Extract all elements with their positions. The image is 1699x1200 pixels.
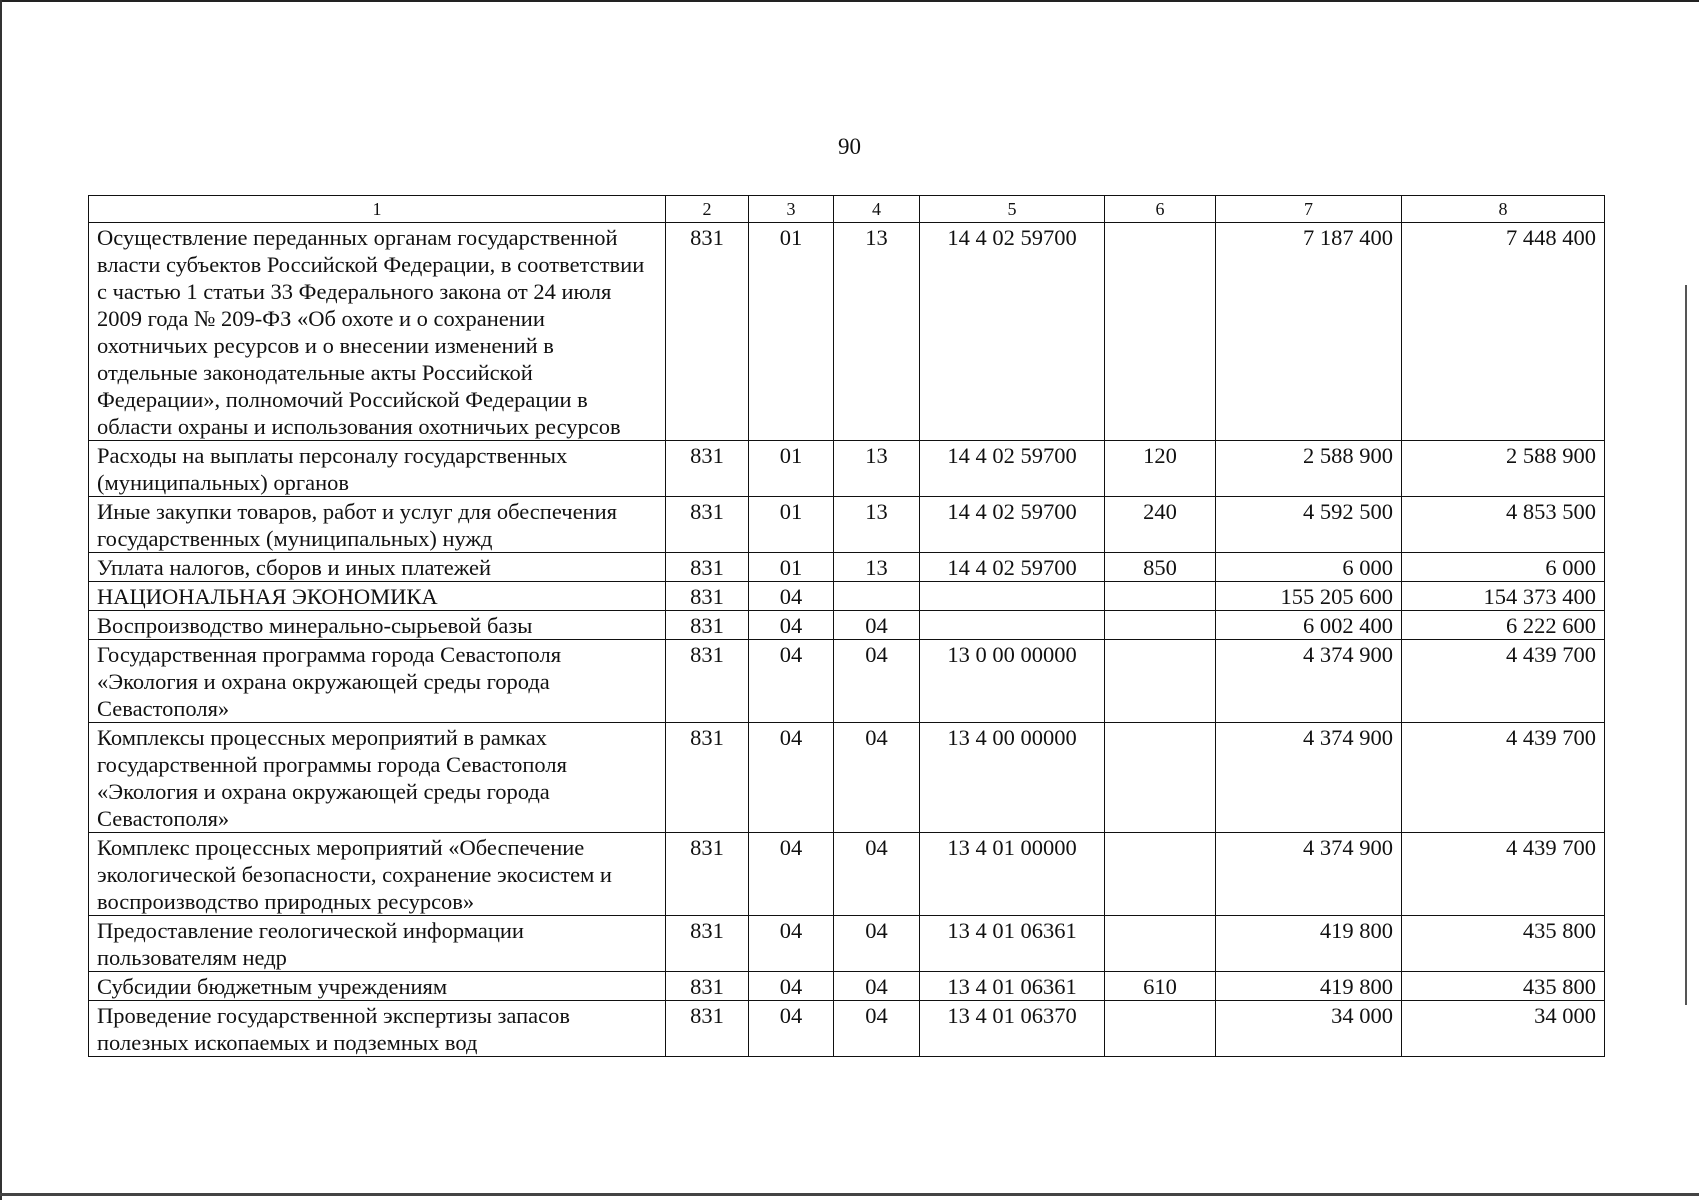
row-amount-year1-cell: 4 374 900 xyxy=(1216,723,1402,833)
table-row xyxy=(89,582,1605,611)
row-subsection-cell: 13 xyxy=(834,497,920,553)
row-admin-code-cell: 831 xyxy=(666,723,749,833)
row-name-cell: Расходы на выплаты персоналу государственных (муниципальных) органов xyxy=(89,441,666,497)
row-amount-year2-cell: 6 000 xyxy=(1402,553,1605,582)
row-admin-code-cell: 831 xyxy=(666,553,749,582)
row-amount-year1-cell: 4 374 900 xyxy=(1216,833,1402,916)
page-number: 90 xyxy=(838,134,861,159)
row-amount-year1-cell: 4 374 900 xyxy=(1216,640,1402,723)
row-subsection-cell: 13 xyxy=(834,223,920,441)
header-cell-6: 6 xyxy=(1105,196,1216,223)
scan-edge-left xyxy=(0,0,2,1200)
row-subsection-cell: 13 xyxy=(834,553,920,582)
row-section-cell: 04 xyxy=(749,611,834,640)
table-row xyxy=(89,497,1605,553)
row-section-cell: 04 xyxy=(749,916,834,972)
row-amount-year1-cell: 419 800 xyxy=(1216,916,1402,972)
row-amount-year2-cell: 435 800 xyxy=(1402,972,1605,1001)
row-section-cell: 04 xyxy=(749,640,834,723)
row-expense-type-cell xyxy=(1105,723,1216,833)
row-target-article-cell: 14 4 02 59700 xyxy=(920,441,1105,497)
row-amount-year2-cell: 435 800 xyxy=(1402,916,1605,972)
row-amount-year1-cell: 7 187 400 xyxy=(1216,223,1402,441)
row-admin-code-cell: 831 xyxy=(666,916,749,972)
row-subsection-cell: 04 xyxy=(834,611,920,640)
row-amount-year2-cell: 154 373 400 xyxy=(1402,582,1605,611)
row-admin-code-cell: 831 xyxy=(666,972,749,1001)
row-name-cell: Уплата налогов, сборов и иных платежей xyxy=(89,553,666,582)
row-section-cell: 01 xyxy=(749,223,834,441)
row-amount-year1-cell: 6 002 400 xyxy=(1216,611,1402,640)
header-row xyxy=(89,196,1605,223)
row-name-cell: Субсидии бюджетным учреждениям xyxy=(89,972,666,1001)
row-expense-type-cell: 240 xyxy=(1105,497,1216,553)
row-section-cell: 01 xyxy=(749,441,834,497)
table-row xyxy=(89,611,1605,640)
row-amount-year2-cell: 4 439 700 xyxy=(1402,640,1605,723)
table-row xyxy=(89,1001,1605,1057)
table-body xyxy=(89,196,1605,1057)
row-section-cell: 04 xyxy=(749,972,834,1001)
header-cell-5: 5 xyxy=(920,196,1105,223)
row-subsection-cell: 04 xyxy=(834,972,920,1001)
table-row xyxy=(89,441,1605,497)
row-subsection-cell: 04 xyxy=(834,723,920,833)
row-section-cell: 01 xyxy=(749,553,834,582)
row-admin-code-cell: 831 xyxy=(666,441,749,497)
row-name-cell: Комплекс процессных мероприятий «Обеспечение экологической безопасности, сохранение экосистем и воспроизводство природных ресурсов» xyxy=(89,833,666,916)
row-amount-year1-cell: 34 000 xyxy=(1216,1001,1402,1057)
row-name-cell: Воспроизводство минерально-сырьевой базы xyxy=(89,611,666,640)
header-cell-7: 7 xyxy=(1216,196,1402,223)
table-row xyxy=(89,916,1605,972)
scan-mark-right xyxy=(1685,285,1687,1005)
row-amount-year1-cell: 155 205 600 xyxy=(1216,582,1402,611)
row-name-cell: Осуществление переданных органам государственной власти субъектов Российской Федерации, в соответствии с частью 1 статьи 33 Федерального закона от 24 июля 2009 года № 209-ФЗ «Об охоте и о сохранении охотничьих ресурсов и о внесении изменений в отдельные законодательные акты Российской Федерации», полномочий Российской Федерации в области охраны и использования охотничьих ресурсов xyxy=(89,223,666,441)
row-expense-type-cell xyxy=(1105,833,1216,916)
header-cell-3: 3 xyxy=(749,196,834,223)
row-admin-code-cell: 831 xyxy=(666,582,749,611)
row-admin-code-cell: 831 xyxy=(666,497,749,553)
row-admin-code-cell: 831 xyxy=(666,640,749,723)
row-subsection-cell: 04 xyxy=(834,916,920,972)
row-name-cell: Проведение государственной экспертизы запасов полезных ископаемых и подземных вод xyxy=(89,1001,666,1057)
row-name-cell: НАЦИОНАЛЬНАЯ ЭКОНОМИКА xyxy=(89,582,666,611)
row-expense-type-cell xyxy=(1105,223,1216,441)
table-row xyxy=(89,833,1605,916)
table-row xyxy=(89,553,1605,582)
row-amount-year2-cell: 34 000 xyxy=(1402,1001,1605,1057)
row-target-article-cell: 14 4 02 59700 xyxy=(920,223,1105,441)
row-expense-type-cell xyxy=(1105,916,1216,972)
row-subsection-cell xyxy=(834,582,920,611)
row-name-cell: Иные закупки товаров, работ и услуг для обеспечения государственных (муниципальных) нужд xyxy=(89,497,666,553)
header-cell-2: 2 xyxy=(666,196,749,223)
table-row xyxy=(89,972,1605,1001)
row-subsection-cell: 04 xyxy=(834,1001,920,1057)
row-target-article-cell: 13 0 00 00000 xyxy=(920,640,1105,723)
row-expense-type-cell xyxy=(1105,611,1216,640)
row-target-article-cell: 14 4 02 59700 xyxy=(920,553,1105,582)
row-admin-code-cell: 831 xyxy=(666,833,749,916)
row-expense-type-cell xyxy=(1105,640,1216,723)
row-section-cell: 01 xyxy=(749,497,834,553)
row-section-cell: 04 xyxy=(749,723,834,833)
header-cell-1: 1 xyxy=(89,196,666,223)
row-amount-year2-cell: 4 439 700 xyxy=(1402,833,1605,916)
scan-edge-top xyxy=(0,0,1699,2)
row-target-article-cell xyxy=(920,611,1105,640)
row-amount-year1-cell: 419 800 xyxy=(1216,972,1402,1001)
row-admin-code-cell: 831 xyxy=(666,1001,749,1057)
table-row xyxy=(89,223,1605,441)
row-target-article-cell: 13 4 01 06370 xyxy=(920,1001,1105,1057)
header-cell-8: 8 xyxy=(1402,196,1605,223)
scan-edge-bottom xyxy=(0,1193,1699,1196)
row-target-article-cell: 14 4 02 59700 xyxy=(920,497,1105,553)
row-section-cell: 04 xyxy=(749,1001,834,1057)
row-name-cell: Комплексы процессных мероприятий в рамках государственной программы города Севастополя «Экология и охрана окружающей среды города Севастополя» xyxy=(89,723,666,833)
row-amount-year2-cell: 4 439 700 xyxy=(1402,723,1605,833)
row-amount-year2-cell: 6 222 600 xyxy=(1402,611,1605,640)
row-name-cell: Государственная программа города Севастополя «Экология и охрана окружающей среды города Севастополя» xyxy=(89,640,666,723)
row-expense-type-cell: 120 xyxy=(1105,441,1216,497)
row-amount-year1-cell: 2 588 900 xyxy=(1216,441,1402,497)
row-amount-year2-cell: 7 448 400 xyxy=(1402,223,1605,441)
row-section-cell: 04 xyxy=(749,833,834,916)
table-row xyxy=(89,640,1605,723)
row-target-article-cell: 13 4 00 00000 xyxy=(920,723,1105,833)
table-row xyxy=(89,723,1605,833)
row-amount-year2-cell: 2 588 900 xyxy=(1402,441,1605,497)
row-amount-year1-cell: 6 000 xyxy=(1216,553,1402,582)
row-target-article-cell: 13 4 01 06361 xyxy=(920,916,1105,972)
row-name-cell: Предоставление геологической информации пользователям недр xyxy=(89,916,666,972)
row-subsection-cell: 04 xyxy=(834,640,920,723)
row-target-article-cell xyxy=(920,582,1105,611)
row-expense-type-cell: 850 xyxy=(1105,553,1216,582)
row-target-article-cell: 13 4 01 00000 xyxy=(920,833,1105,916)
row-subsection-cell: 13 xyxy=(834,441,920,497)
row-expense-type-cell xyxy=(1105,1001,1216,1057)
row-amount-year2-cell: 4 853 500 xyxy=(1402,497,1605,553)
row-target-article-cell: 13 4 01 06361 xyxy=(920,972,1105,1001)
row-admin-code-cell: 831 xyxy=(666,223,749,441)
row-subsection-cell: 04 xyxy=(834,833,920,916)
row-expense-type-cell: 610 xyxy=(1105,972,1216,1001)
row-section-cell: 04 xyxy=(749,582,834,611)
row-admin-code-cell: 831 xyxy=(666,611,749,640)
row-amount-year1-cell: 4 592 500 xyxy=(1216,497,1402,553)
budget-table xyxy=(88,195,1605,1057)
row-expense-type-cell xyxy=(1105,582,1216,611)
header-cell-4: 4 xyxy=(834,196,920,223)
